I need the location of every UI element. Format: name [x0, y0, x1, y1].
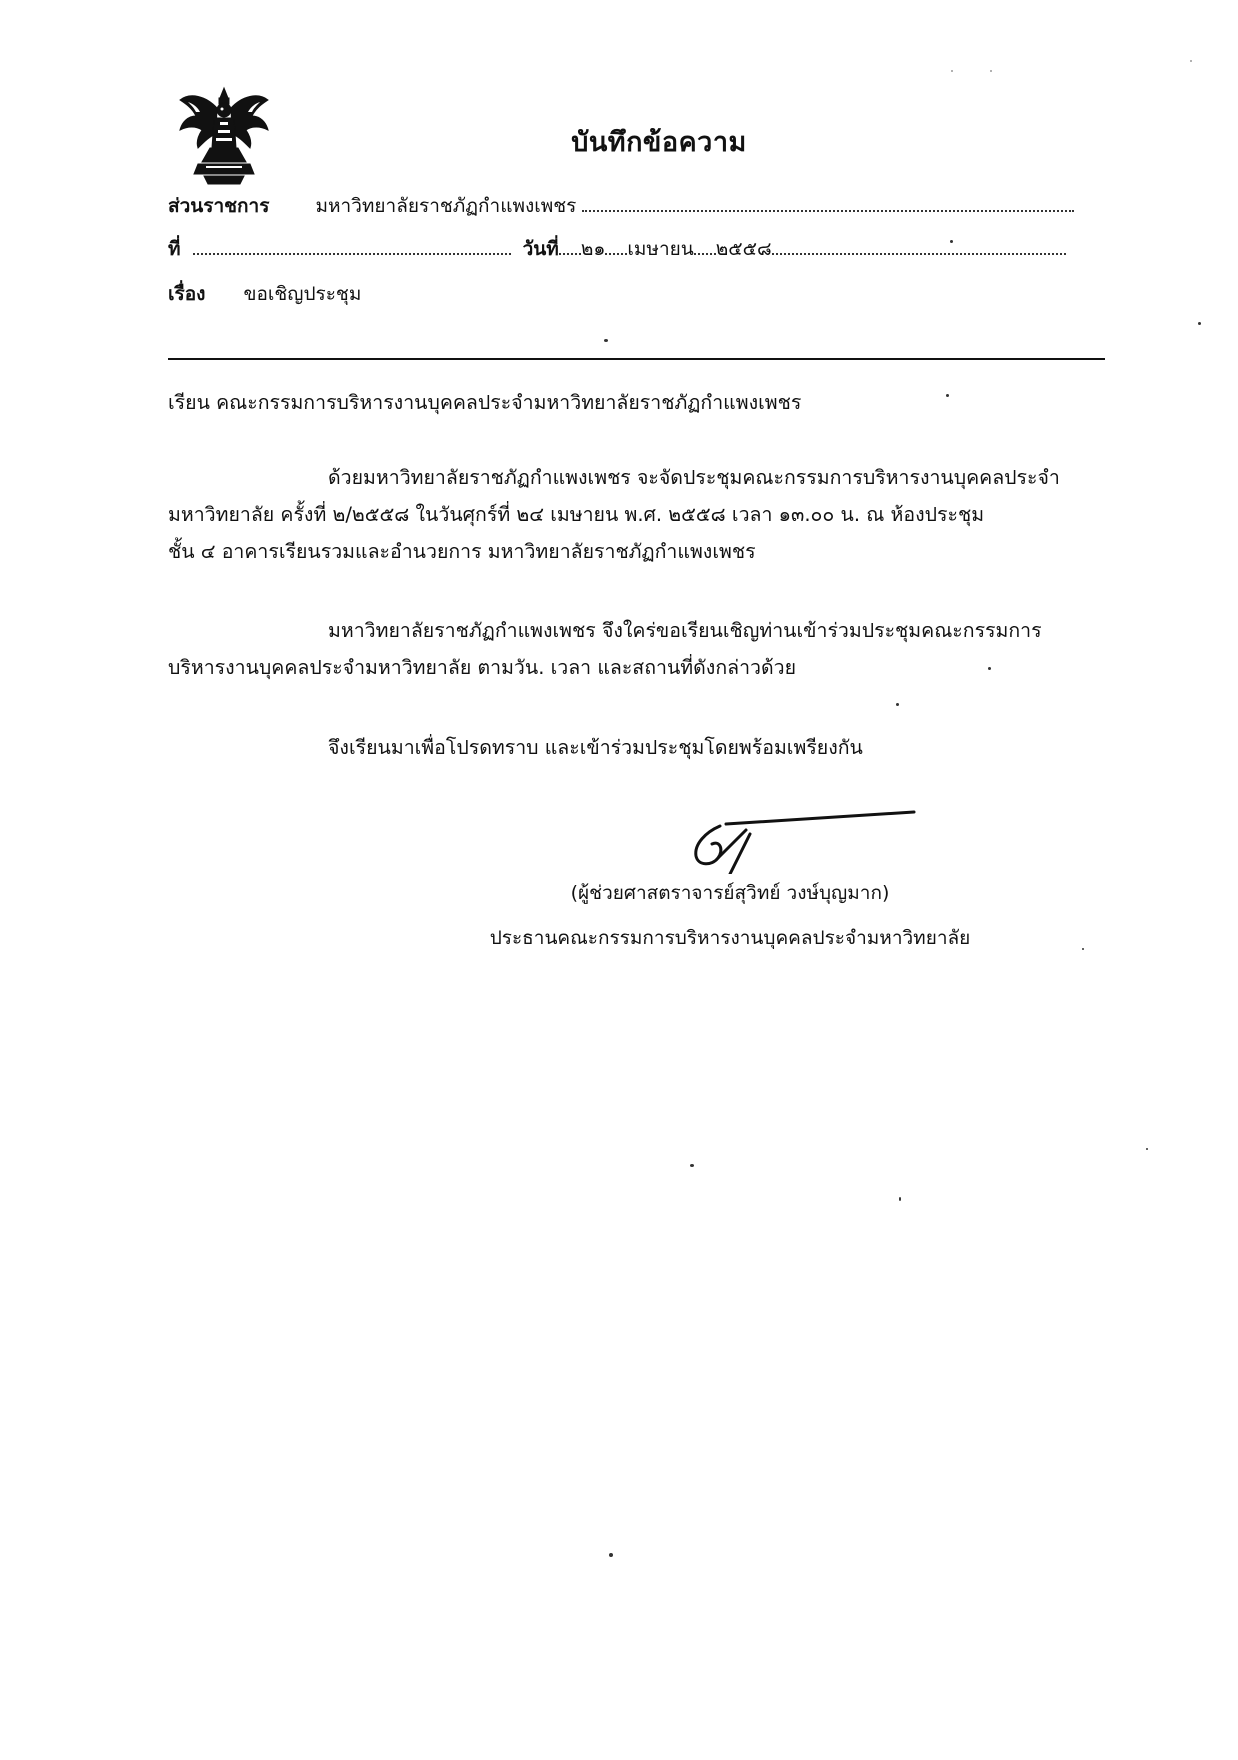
reference-label: ที่ [168, 238, 181, 260]
signatory-position: ประธานคณะกรรมการบริหารงานบุคคลประจำมหาวิทยาลัย [489, 927, 971, 949]
department-row [168, 192, 1108, 219]
paragraph-1-line-3: ชั้น ๔ อาคารเรียนรวมและอำนวยการ มหาวิทยาลัยราชภัฏกำแพงเพชร [168, 540, 756, 563]
paragraph-2 [168, 612, 1042, 686]
date-day: ๒๑ [580, 238, 606, 260]
signature-icon [686, 808, 916, 874]
scan-speck [1146, 1148, 1148, 1150]
scan-speck [1082, 948, 1084, 950]
scan-speck [896, 703, 899, 706]
scan-speck [951, 70, 953, 72]
closing-line: จึงเรียนมาเพื่อโปรดทราบ และเข้าร่วมประชุมโดยพร้อมเพรียงกัน [328, 736, 863, 759]
subject-value: ขอเชิญประชุม [243, 283, 362, 305]
memo-title: บันทึกข้อความ [571, 127, 747, 158]
date-month: เมษายน [627, 238, 694, 260]
paragraph-2-line-1: มหาวิทยาลัยราชภัฏกำแพงเพชร จึงใคร่ขอเรียนเชิญท่านเข้าร่วมประชุมคณะกรรมการ [328, 619, 1042, 642]
scan-speck [990, 70, 992, 72]
paragraph-2-line-2: บริหารงานบุคคลประจำมหาวิทยาลัย ตามวัน. เวลา และสถานที่ดังกล่าวด้วย [168, 656, 797, 679]
signatory-name: (ผู้ช่วยศาสตราจารย์สุวิทย์ วงษ์บุญมาก) [570, 882, 890, 904]
date-label: วันที่ [522, 238, 559, 260]
date-year: ๒๕๕๘ [715, 238, 772, 260]
department-value: มหาวิทยาลัยราชภัฏกำแพงเพชร [315, 195, 577, 217]
paragraph-1-line-2: มหาวิทยาลัย ครั้งที่ ๒/๒๕๕๘ ในวันศุกร์ที่ ๒๔ เมษายน พ.ศ. ๒๕๕๘ เวลา ๑๓.๐๐ น. ณ ห้องประชุม [168, 503, 985, 526]
scan-speck [899, 1197, 901, 1201]
header-divider [168, 358, 1105, 360]
subject-row [168, 281, 361, 307]
reference-date-row [168, 235, 1108, 262]
scan-speck [988, 667, 991, 670]
scan-speck [946, 394, 949, 397]
scan-speck [1198, 322, 1201, 325]
reference-dots [193, 235, 511, 255]
scan-speck [1190, 60, 1192, 62]
subject-label: เรื่อง [168, 283, 206, 305]
department-label: ส่วนราชการ [168, 195, 270, 217]
scan-speck [690, 1164, 694, 1167]
scan-speck [604, 339, 608, 342]
salutation: เรียน คณะกรรมการบริหารงานบุคคลประจำมหาวิทยาลัยราชภัฏกำแพงเพชร [168, 391, 802, 414]
scan-speck [609, 1553, 613, 1557]
fill-dots [582, 192, 1074, 212]
paragraph-1-line-1: ด้วยมหาวิทยาลัยราชภัฏกำแพงเพชร จะจัดประชุมคณะกรรมการบริหารงานบุคคลประจำ [328, 466, 1060, 489]
scan-speck [950, 240, 953, 243]
paragraph-1 [168, 459, 1060, 570]
